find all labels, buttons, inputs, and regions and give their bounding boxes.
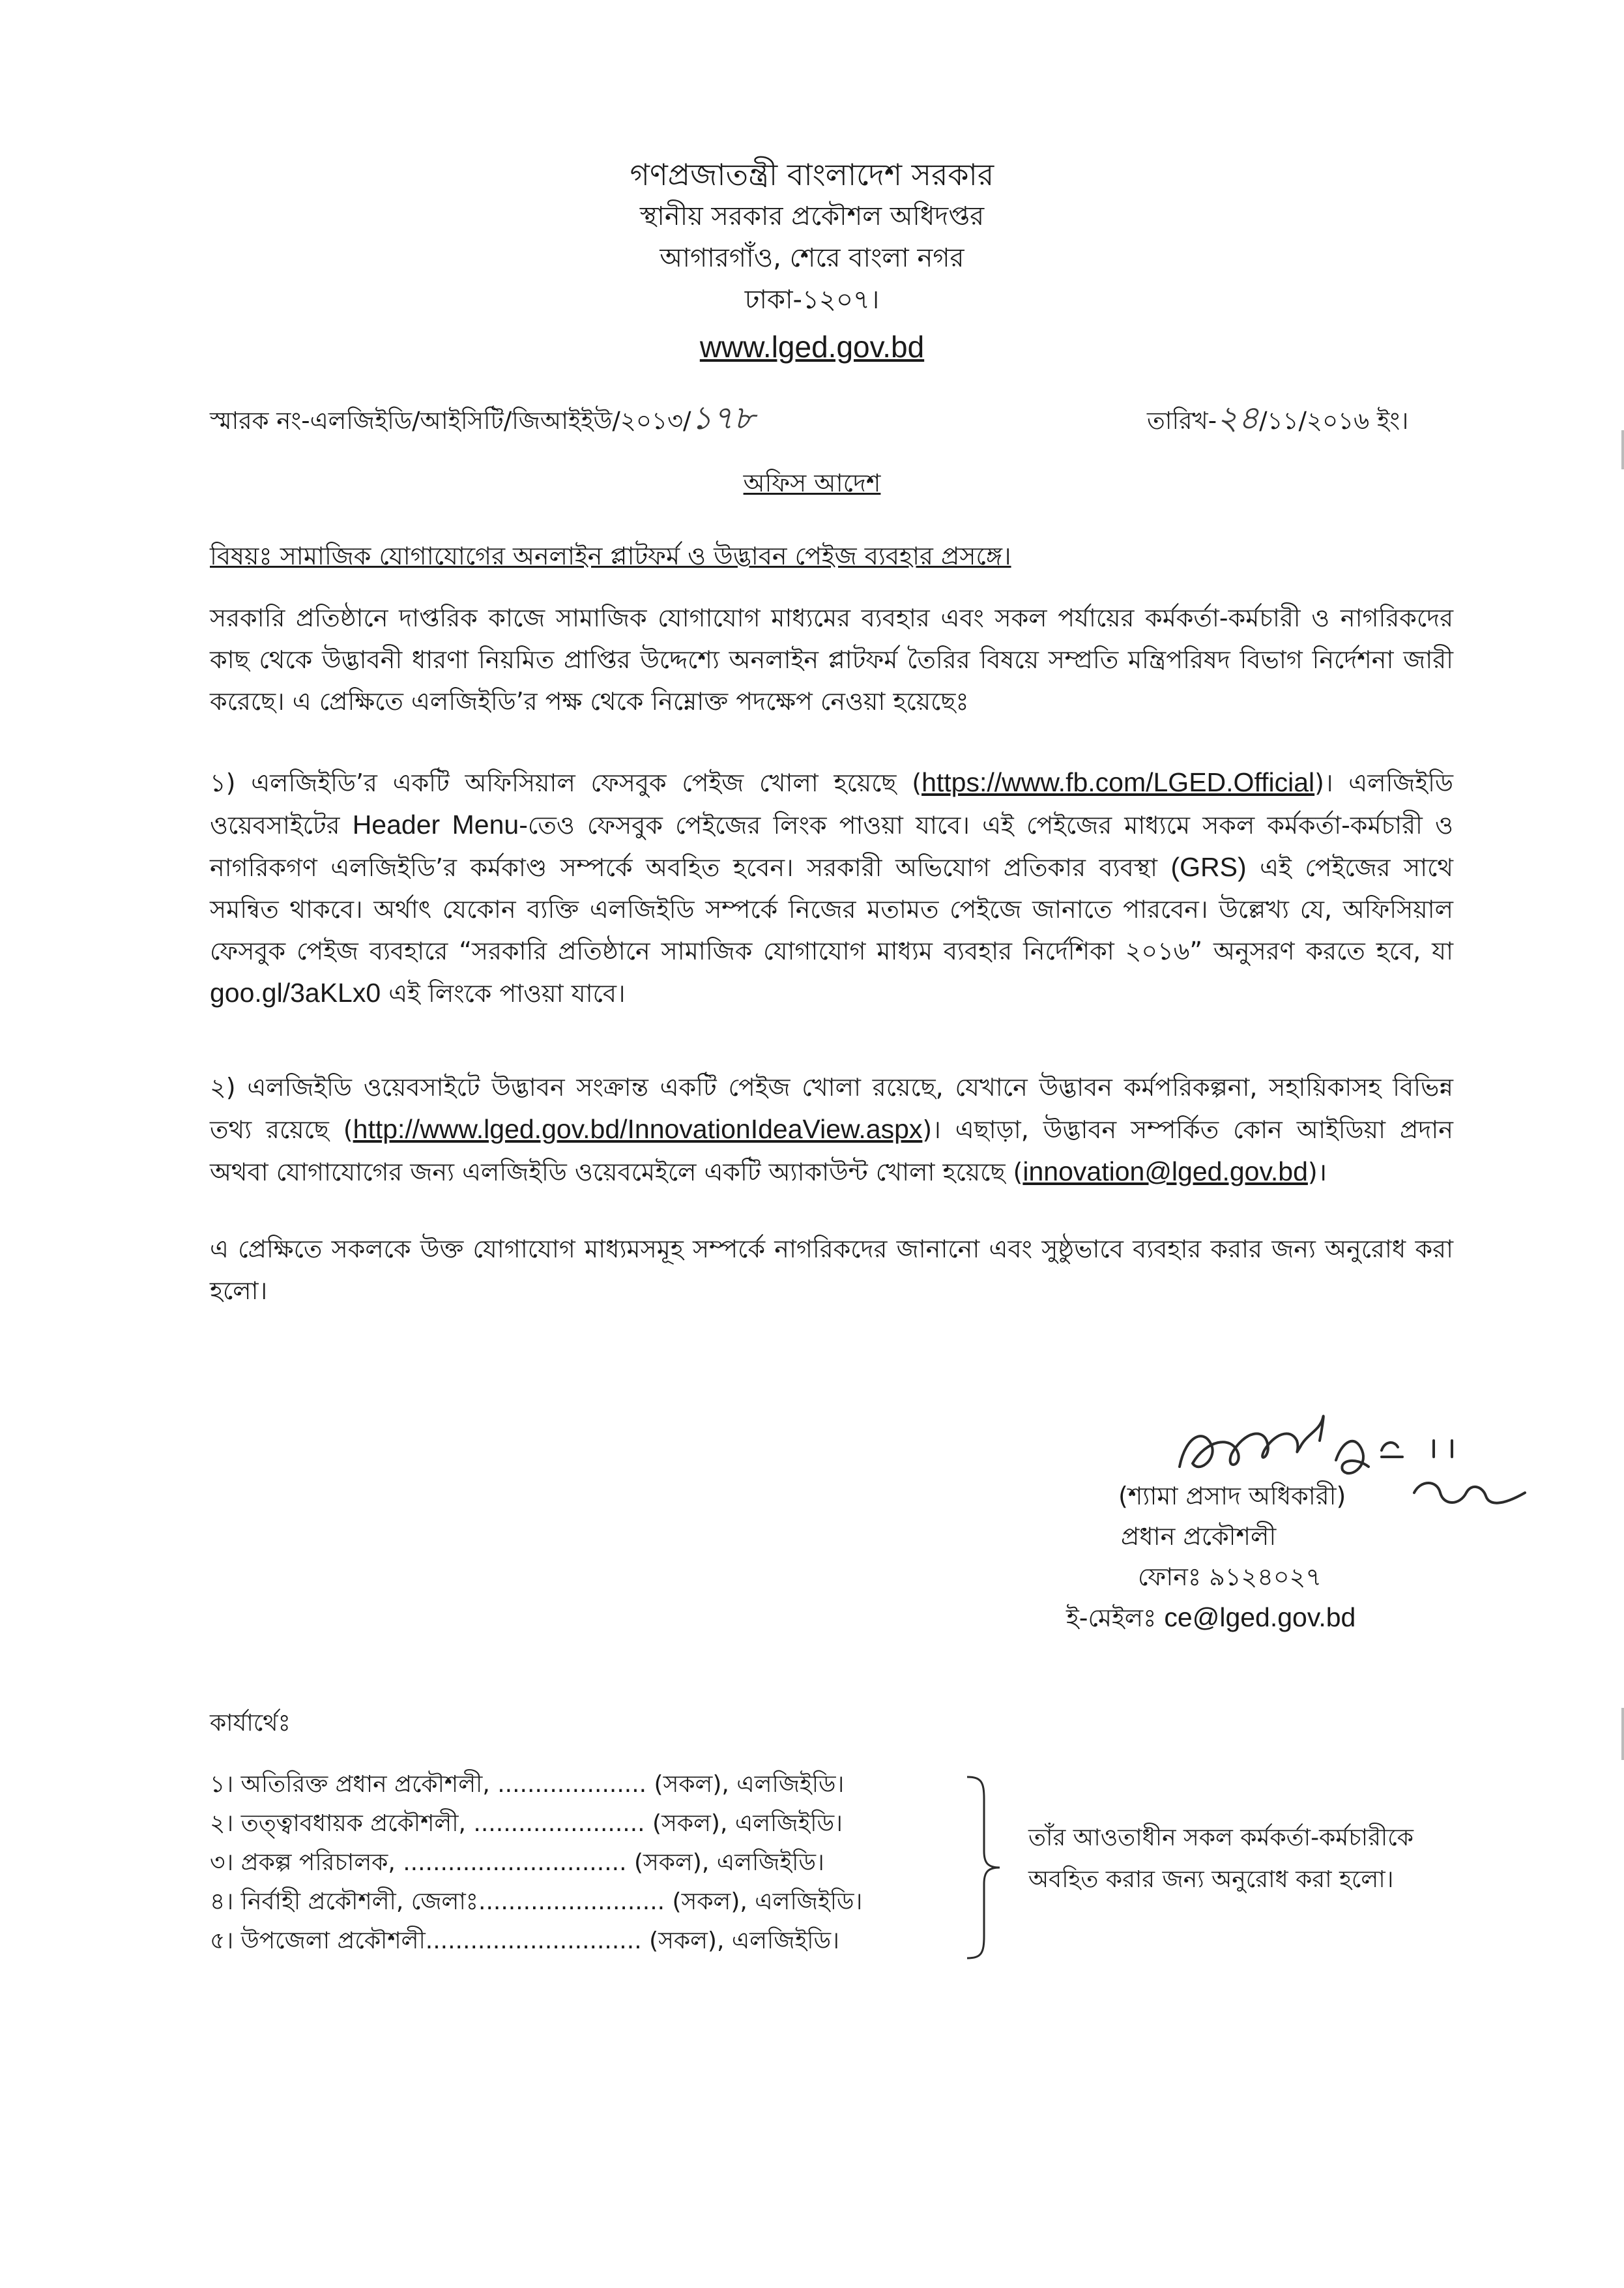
point-2-text-b: )। এছাড়া, উদ্ভাবন সম্পর্কিত কোন আইডিয়া প্রদান অথবা যোগাযোগের জন্য এলজিইডি ওয়েবমেইলে একটি অ্যাকাউন্ট খোলা হয়েছে ( bbox=[210, 1115, 1453, 1186]
signatory-designation: প্রধান প্রকৌশলী bbox=[1121, 1522, 1277, 1551]
email-label: ই-মেইলঃ bbox=[1066, 1604, 1165, 1632]
point-1-text-c: -তেও ফেসবুক পেইজের লিংক পাওয়া যাবে। এই পেইজের মাধ্যমে সকল কর্মকর্তা-কর্মচারী ও নাগরিকগণ এলজিইডি’র কর্মকাণ্ড সম্পর্কে অবহিত হবেন। সরকারী অভিযোগ প্রতিকার ব্যবস্থা bbox=[210, 811, 1453, 882]
point-2-paragraph bbox=[210, 1066, 1453, 1193]
scan-edge-mark bbox=[1621, 430, 1624, 469]
point-1-text-e: এই লিংকে পাওয়া যাবে। bbox=[381, 979, 626, 1008]
point-1-text-d: এই পেইজের সাথে সমন্বিত থাকবে। অর্থাৎ যেকোন ব্যক্তি এলজিইডি সম্পর্কে নিজের মতামত পেইজে জানাতে পারবেন। উল্লেখ্য যে, অফিসিয়াল ফেসবুক পেইজ ব্যবহারে “সরকারি প্রতিষ্ঠানে সামাজিক যোগাযোগ মাধ্যম ব্যবহার নির্দেশিকা ২০১৬” অনুসরণ করতে হবে, যা bbox=[210, 853, 1454, 965]
intro-paragraph: সরকারি প্রতিষ্ঠানে দাপ্তরিক কাজে সামাজিক যোগাযোগ মাধ্যমের ব্যবহার এবং সকল পর্যায়ের কর্মকর্তা-কর্মচারী ও নাগরিকদের কাছ থেকে উদ্ভাবনী ধারণা নিয়মিত প্রাপ্তির উদ্দেশ্যে অনলাইন প্লাটফর্ম তৈরির বিষয়ে সম্প্রতি মন্ত্রিপরিষদ বিভাগ নির্দেশনা জারী করেছে। এ প্রেক্ষিতে এলজিইডি’র পক্ষ থেকে নিম্নোক্ত পদক্ষেপ নেওয়া হয়েছেঃ bbox=[210, 604, 1453, 716]
website-link[interactable]: www.lged.gov.bd bbox=[699, 330, 925, 364]
signatory-email[interactable]: ce@lged.gov.bd bbox=[1164, 1602, 1356, 1632]
facebook-page-link[interactable]: https://www.fb.com/LGED.Official bbox=[921, 767, 1315, 797]
address-line-2: ঢাকা-১২০৭। bbox=[744, 285, 880, 315]
scan-edge-mark bbox=[1621, 1708, 1624, 1760]
date-label: তারিখ- bbox=[1147, 407, 1217, 435]
distribution-row: ৫। উপজেলা প্রকৌশলী............................. (সকল), এলজিইডি। bbox=[210, 1928, 839, 1954]
distribution-row: ১। অতিরিক্ত প্রধান প্রকৌশলী, .................... (সকল), এলজিইডি। bbox=[210, 1771, 845, 1798]
signatory-name: (শ্যামা প্রসাদ অধিকারী) bbox=[1118, 1482, 1346, 1510]
distribution-heading: কার্যার্থেঃ bbox=[210, 1710, 291, 1737]
note-line-2: অবহিত করার জন্য অনুরোধ করা হলো। bbox=[1028, 1866, 1394, 1893]
distribution-row: ৩। প্রকল্প পরিচালক, .............................. (সকল), এলজিইডি। bbox=[210, 1849, 824, 1876]
distribution-row: ৪। নির্বাহী প্রকৌশলী, জেলাঃ......................... (সকল), এলজিইডি। bbox=[210, 1888, 863, 1915]
memo-date bbox=[1147, 394, 1408, 448]
subject-text: বিষয়ঃ সামাজিক যোগাযোগের অনলাইন প্লাটফর্ম ও উদ্ভাবন পেইজ ব্যবহার প্রসঙ্গে। bbox=[210, 542, 1011, 570]
memo-ref-label: স্মারক নং-এলজিইডি/আইসিটি/জিআইইউ/২০১৩/ bbox=[210, 407, 691, 435]
point-1-text-a: ১) এলজিইডি’র একটি অফিসিয়াল ফেসবুক পেইজ খোলা হয়েছে ( bbox=[210, 769, 922, 797]
note-line-1: তাঁর আওতাধীন সকল কর্মকর্তা-কর্মচারীকে bbox=[1028, 1825, 1414, 1851]
grs-term: (GRS) bbox=[1170, 852, 1247, 882]
point-1-paragraph bbox=[210, 761, 1453, 1014]
department-name: স্থানীয় সরকার প্রকৌশল অধিদপ্তর bbox=[639, 201, 985, 231]
memo-reference bbox=[210, 394, 755, 448]
distribution-list bbox=[210, 1765, 862, 1961]
order-title: অফিস আদেশ bbox=[743, 469, 881, 497]
subject-line bbox=[210, 537, 1011, 579]
signatory-phone: ফোনঃ ৯১২৪০২৭ bbox=[1138, 1562, 1322, 1591]
point-2-text-c: )। bbox=[1307, 1158, 1327, 1186]
point-1-text-b: )। এলজিইডি ওয়েবসাইটের bbox=[210, 769, 1453, 840]
header-menu-term: Header Menu bbox=[352, 810, 519, 840]
signatory-email-line bbox=[1066, 1597, 1356, 1638]
distribution-row: ২। তত্ত্বাবধায়ক প্রকৌশলী, ....................... (সকল), এলজিইডি। bbox=[210, 1810, 843, 1837]
government-name: গণপ্রজাতন্ত্রী বাংলাদেশ সরকার bbox=[630, 157, 994, 192]
innovation-page-link[interactable]: http://www.lged.gov.bd/InnovationIdeaView.aspx bbox=[353, 1114, 923, 1144]
distribution-note bbox=[1028, 1817, 1414, 1901]
order-title-wrap bbox=[0, 464, 1624, 506]
grouping-brace bbox=[962, 1773, 1008, 1962]
closing-paragraph: এ প্রেক্ষিতে সকলকে উক্ত যোগাযোগ মাধ্যমসমূহ সম্পর্কে নাগরিকদের জানানো এবং সুষ্ঠুভাবে ব্যবহার করার জন্য অনুরোধ করা হলো। bbox=[210, 1235, 1453, 1305]
memo-ref-number: ১৭৮ bbox=[691, 399, 755, 437]
letterhead bbox=[0, 154, 1624, 368]
guideline-short-link[interactable]: goo.gl/3aKLx0 bbox=[210, 978, 381, 1008]
date-day: ২৪ bbox=[1217, 399, 1260, 437]
innovation-email-link[interactable]: innovation@lged.gov.bd bbox=[1022, 1156, 1308, 1186]
address-line-1: আগারগাঁও, শেরে বাংলা নগর bbox=[660, 243, 964, 273]
date-rest: /১১/২০১৬ ইং। bbox=[1259, 407, 1409, 435]
point-2-text-a: ২) এলজিইডি ওয়েবসাইটে উদ্ভাবন সংক্রান্ত একটি পেইজ খোলা রয়েছে, যেখানে উদ্ভাবন কর্মপরিকল্পনা, সহায়িকাসহ বিভিন্ন তথ্য রয়েছে ( bbox=[210, 1073, 1453, 1144]
